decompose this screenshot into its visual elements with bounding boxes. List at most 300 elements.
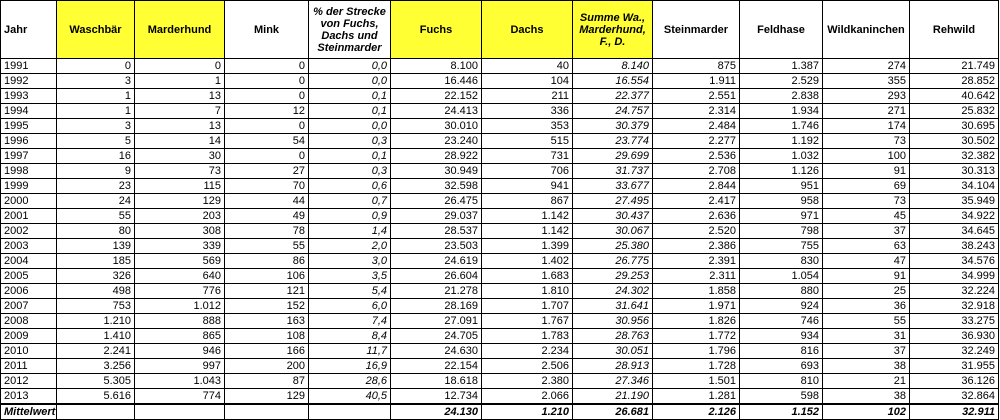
data-cell: 9 — [57, 164, 135, 179]
data-cell: 32.249 — [910, 344, 999, 359]
data-cell: 185 — [57, 254, 135, 269]
year-cell: 1993 — [1, 89, 57, 104]
col-header-summe: Summe Wa., Marderhund, F., D. — [573, 1, 653, 59]
data-cell: 16.554 — [573, 74, 653, 89]
data-cell: 86 — [225, 254, 309, 269]
data-cell: 2.708 — [653, 164, 740, 179]
data-cell: 203 — [135, 209, 225, 224]
data-cell: 2.386 — [653, 239, 740, 254]
data-cell: 693 — [740, 359, 823, 374]
data-cell: 29.699 — [573, 149, 653, 164]
data-cell: 830 — [740, 254, 823, 269]
data-cell: 174 — [823, 119, 910, 134]
data-cell: 0,3 — [309, 164, 391, 179]
data-cell: 54 — [225, 134, 309, 149]
footer-cell: 26.681 — [573, 404, 653, 420]
data-cell: 2.551 — [653, 89, 740, 104]
header-row — [1, 1, 999, 59]
data-cell: 211 — [482, 89, 573, 104]
data-cell: 1.858 — [653, 284, 740, 299]
footer-cell — [225, 404, 309, 420]
data-cell: 0,9 — [309, 209, 391, 224]
data-cell: 22.152 — [391, 89, 482, 104]
data-cell: 2.380 — [482, 374, 573, 389]
data-cell: 2.506 — [482, 359, 573, 374]
data-cell: 22.154 — [391, 359, 482, 374]
data-cell: 1.707 — [482, 299, 573, 314]
data-cell: 28.763 — [573, 329, 653, 344]
data-cell: 1.501 — [653, 374, 740, 389]
data-cell: 27.091 — [391, 314, 482, 329]
data-cell: 18.618 — [391, 374, 482, 389]
table-row — [1, 209, 999, 224]
data-cell: 776 — [135, 284, 225, 299]
data-cell: 115 — [135, 179, 225, 194]
data-cell: 951 — [740, 179, 823, 194]
data-cell: 70 — [225, 179, 309, 194]
data-cell: 30.502 — [910, 134, 999, 149]
data-cell: 865 — [135, 329, 225, 344]
data-cell: 26.775 — [573, 254, 653, 269]
data-cell: 1.728 — [653, 359, 740, 374]
data-cell: 1.971 — [653, 299, 740, 314]
data-cell: 30 — [135, 149, 225, 164]
data-cell: 63 — [823, 239, 910, 254]
footer-cell: 32.911 — [910, 404, 999, 420]
data-cell: 16 — [57, 149, 135, 164]
data-cell: 0,0 — [309, 59, 391, 74]
data-cell: 997 — [135, 359, 225, 374]
data-cell: 28.922 — [391, 149, 482, 164]
year-cell: 2013 — [1, 389, 57, 405]
data-cell: 2.241 — [57, 344, 135, 359]
col-header-wildkaninchen: Wildkaninchen — [823, 1, 910, 59]
data-cell: 640 — [135, 269, 225, 284]
table-row — [1, 104, 999, 119]
data-cell: 1.772 — [653, 329, 740, 344]
data-cell: 30.010 — [391, 119, 482, 134]
data-cell: 1 — [135, 74, 225, 89]
year-cell: 1991 — [1, 59, 57, 74]
year-cell: 2001 — [1, 209, 57, 224]
data-cell: 271 — [823, 104, 910, 119]
table-row — [1, 344, 999, 359]
table-row — [1, 299, 999, 314]
table-row — [1, 179, 999, 194]
data-cell: 30.956 — [573, 314, 653, 329]
data-cell: 104 — [482, 74, 573, 89]
year-cell: 2003 — [1, 239, 57, 254]
data-cell: 0,0 — [309, 119, 391, 134]
data-cell: 24.619 — [391, 254, 482, 269]
year-cell: 1999 — [1, 179, 57, 194]
data-cell: 1.032 — [740, 149, 823, 164]
data-cell: 30.313 — [910, 164, 999, 179]
data-cell: 108 — [225, 329, 309, 344]
data-cell: 2,0 — [309, 239, 391, 254]
col-header-steinmarder: Steinmarder — [653, 1, 740, 59]
footer-cell — [57, 404, 135, 420]
data-cell: 2.391 — [653, 254, 740, 269]
data-cell: 0 — [225, 119, 309, 134]
data-cell: 121 — [225, 284, 309, 299]
data-cell: 2.520 — [653, 224, 740, 239]
data-cell: 31 — [823, 329, 910, 344]
col-header-jahr: Jahr — [1, 1, 57, 59]
footer-cell: Mittelwert — [1, 404, 57, 420]
data-cell: 36 — [823, 299, 910, 314]
table-body — [1, 59, 999, 405]
data-cell: 12 — [225, 104, 309, 119]
year-cell: 2004 — [1, 254, 57, 269]
data-cell: 1.192 — [740, 134, 823, 149]
data-cell: 152 — [225, 299, 309, 314]
data-cell: 1.402 — [482, 254, 573, 269]
data-cell: 1.826 — [653, 314, 740, 329]
data-cell: 0,1 — [309, 89, 391, 104]
data-cell: 73 — [823, 134, 910, 149]
data-cell: 2.844 — [653, 179, 740, 194]
data-cell: 55 — [823, 314, 910, 329]
data-cell: 2.636 — [653, 209, 740, 224]
year-cell: 2006 — [1, 284, 57, 299]
data-cell: 2.234 — [482, 344, 573, 359]
data-cell: 3,0 — [309, 254, 391, 269]
data-cell: 34.922 — [910, 209, 999, 224]
data-cell: 5 — [57, 134, 135, 149]
year-cell: 1992 — [1, 74, 57, 89]
data-cell: 34.999 — [910, 269, 999, 284]
data-cell: 47 — [823, 254, 910, 269]
data-cell: 25 — [823, 284, 910, 299]
data-cell: 569 — [135, 254, 225, 269]
table-row — [1, 374, 999, 389]
data-cell: 1.683 — [482, 269, 573, 284]
data-cell: 80 — [57, 224, 135, 239]
col-header-rehwild: Rehwild — [910, 1, 999, 59]
data-cell: 753 — [57, 299, 135, 314]
data-cell: 2.536 — [653, 149, 740, 164]
data-cell: 1.796 — [653, 344, 740, 359]
data-cell: 5.305 — [57, 374, 135, 389]
col-header-mink: Mink — [225, 1, 309, 59]
col-header-waschbaer: Waschbär — [57, 1, 135, 59]
data-cell: 87 — [225, 374, 309, 389]
data-cell: 32.864 — [910, 389, 999, 405]
table-row — [1, 284, 999, 299]
data-cell: 941 — [482, 179, 573, 194]
col-header-dachs: Dachs — [482, 1, 573, 59]
table-row — [1, 314, 999, 329]
data-cell: 129 — [135, 194, 225, 209]
data-cell: 32.918 — [910, 299, 999, 314]
data-cell: 0 — [57, 59, 135, 74]
data-cell: 37 — [823, 224, 910, 239]
data-cell: 353 — [482, 119, 573, 134]
data-cell: 934 — [740, 329, 823, 344]
table-row — [1, 194, 999, 209]
table-row — [1, 254, 999, 269]
year-cell: 1997 — [1, 149, 57, 164]
data-cell: 166 — [225, 344, 309, 359]
data-cell: 336 — [482, 104, 573, 119]
data-cell: 21.278 — [391, 284, 482, 299]
data-cell: 35.949 — [910, 194, 999, 209]
data-cell: 33.677 — [573, 179, 653, 194]
data-cell: 16,9 — [309, 359, 391, 374]
data-cell: 0 — [225, 59, 309, 74]
data-cell: 28.913 — [573, 359, 653, 374]
data-cell: 24 — [57, 194, 135, 209]
data-cell: 30.437 — [573, 209, 653, 224]
data-cell: 1.911 — [653, 74, 740, 89]
data-cell: 2.277 — [653, 134, 740, 149]
data-cell: 22.377 — [573, 89, 653, 104]
year-cell: 2007 — [1, 299, 57, 314]
data-cell: 0,7 — [309, 194, 391, 209]
data-cell: 0,1 — [309, 104, 391, 119]
table-row — [1, 269, 999, 284]
table-row — [1, 149, 999, 164]
data-cell: 1.387 — [740, 59, 823, 74]
year-cell: 1998 — [1, 164, 57, 179]
data-cell: 25.380 — [573, 239, 653, 254]
data-cell: 3.256 — [57, 359, 135, 374]
data-cell: 21.749 — [910, 59, 999, 74]
data-cell: 1 — [57, 104, 135, 119]
data-cell: 498 — [57, 284, 135, 299]
data-cell: 55 — [225, 239, 309, 254]
col-header-percent: % der Strecke von Fuchs, Dachs und Steinmarder — [309, 1, 391, 59]
data-cell: 2.311 — [653, 269, 740, 284]
data-cell: 24.705 — [391, 329, 482, 344]
data-cell: 13 — [135, 89, 225, 104]
data-cell: 924 — [740, 299, 823, 314]
data-cell: 958 — [740, 194, 823, 209]
year-cell: 2000 — [1, 194, 57, 209]
data-cell: 40,5 — [309, 389, 391, 405]
data-cell: 34.104 — [910, 179, 999, 194]
year-cell: 2009 — [1, 329, 57, 344]
data-cell: 880 — [740, 284, 823, 299]
data-cell: 810 — [740, 374, 823, 389]
data-cell: 13 — [135, 119, 225, 134]
data-cell: 2.314 — [653, 104, 740, 119]
data-cell: 1.399 — [482, 239, 573, 254]
data-cell: 0,1 — [309, 149, 391, 164]
data-cell: 1.126 — [740, 164, 823, 179]
data-cell: 32.382 — [910, 149, 999, 164]
data-cell: 24.630 — [391, 344, 482, 359]
data-cell: 11,7 — [309, 344, 391, 359]
data-cell: 0 — [225, 89, 309, 104]
data-cell: 0 — [225, 149, 309, 164]
data-cell: 888 — [135, 314, 225, 329]
data-cell: 0 — [135, 59, 225, 74]
year-cell: 2010 — [1, 344, 57, 359]
data-cell: 2.484 — [653, 119, 740, 134]
data-cell: 21 — [823, 374, 910, 389]
data-cell: 33.275 — [910, 314, 999, 329]
data-cell: 31.737 — [573, 164, 653, 179]
data-cell: 21.190 — [573, 389, 653, 405]
year-cell: 1994 — [1, 104, 57, 119]
data-cell: 731 — [482, 149, 573, 164]
data-cell: 139 — [57, 239, 135, 254]
data-cell: 326 — [57, 269, 135, 284]
data-cell: 946 — [135, 344, 225, 359]
col-header-feldhase: Feldhase — [740, 1, 823, 59]
data-cell: 2.529 — [740, 74, 823, 89]
data-cell: 36.126 — [910, 374, 999, 389]
data-cell: 30.949 — [391, 164, 482, 179]
footer-cell: 1.152 — [740, 404, 823, 420]
data-cell: 6,0 — [309, 299, 391, 314]
footer-cell — [309, 404, 391, 420]
data-cell: 29.253 — [573, 269, 653, 284]
data-cell: 1.142 — [482, 209, 573, 224]
data-cell: 274 — [823, 59, 910, 74]
col-header-marderhund: Marderhund — [135, 1, 225, 59]
year-cell: 1995 — [1, 119, 57, 134]
data-cell: 355 — [823, 74, 910, 89]
data-cell: 8,4 — [309, 329, 391, 344]
data-cell: 7 — [135, 104, 225, 119]
data-cell: 30.379 — [573, 119, 653, 134]
col-header-fuchs: Fuchs — [391, 1, 482, 59]
data-cell: 1.410 — [57, 329, 135, 344]
data-cell: 31.955 — [910, 359, 999, 374]
data-cell: 26.475 — [391, 194, 482, 209]
data-cell: 308 — [135, 224, 225, 239]
data-cell: 24.757 — [573, 104, 653, 119]
data-cell: 1,4 — [309, 224, 391, 239]
data-cell: 37 — [823, 344, 910, 359]
data-cell: 31.641 — [573, 299, 653, 314]
year-cell: 2011 — [1, 359, 57, 374]
data-cell: 798 — [740, 224, 823, 239]
year-cell: 2005 — [1, 269, 57, 284]
footer-cell: 24.130 — [391, 404, 482, 420]
data-cell: 23.240 — [391, 134, 482, 149]
data-cell: 1.210 — [57, 314, 135, 329]
data-cell: 38 — [823, 359, 910, 374]
data-cell: 49 — [225, 209, 309, 224]
footer-row-mittelwert — [1, 404, 999, 420]
footer-cell — [135, 404, 225, 420]
data-cell: 23 — [57, 179, 135, 194]
data-cell: 816 — [740, 344, 823, 359]
footer-cell: 1.210 — [482, 404, 573, 420]
data-cell: 73 — [823, 194, 910, 209]
year-cell: 2012 — [1, 374, 57, 389]
data-cell: 0,3 — [309, 134, 391, 149]
data-cell: 44 — [225, 194, 309, 209]
table-row — [1, 74, 999, 89]
data-cell: 40.642 — [910, 89, 999, 104]
data-cell: 36.930 — [910, 329, 999, 344]
data-cell: 2.066 — [482, 389, 573, 405]
data-cell: 1.043 — [135, 374, 225, 389]
table-row — [1, 119, 999, 134]
data-cell: 0 — [225, 74, 309, 89]
data-cell: 24.302 — [573, 284, 653, 299]
data-cell: 755 — [740, 239, 823, 254]
data-cell: 16.446 — [391, 74, 482, 89]
data-cell: 5,4 — [309, 284, 391, 299]
data-cell: 1 — [57, 89, 135, 104]
data-cell: 28.537 — [391, 224, 482, 239]
data-cell: 25.832 — [910, 104, 999, 119]
data-cell: 45 — [823, 209, 910, 224]
data-cell: 2.417 — [653, 194, 740, 209]
data-cell: 55 — [57, 209, 135, 224]
data-cell: 746 — [740, 314, 823, 329]
footer-cell: 102 — [823, 404, 910, 420]
data-cell: 27 — [225, 164, 309, 179]
data-cell: 30.067 — [573, 224, 653, 239]
data-cell: 28.852 — [910, 74, 999, 89]
data-cell: 24.413 — [391, 104, 482, 119]
data-cell: 1.810 — [482, 284, 573, 299]
table-row — [1, 239, 999, 254]
data-cell: 38.243 — [910, 239, 999, 254]
data-cell: 200 — [225, 359, 309, 374]
data-cell: 100 — [823, 149, 910, 164]
table-row — [1, 164, 999, 179]
data-cell: 30.695 — [910, 119, 999, 134]
data-cell: 40 — [482, 59, 573, 74]
data-cell: 1.012 — [135, 299, 225, 314]
data-cell: 1.142 — [482, 224, 573, 239]
data-cell: 875 — [653, 59, 740, 74]
data-cell: 27.495 — [573, 194, 653, 209]
data-cell: 1.281 — [653, 389, 740, 405]
data-cell: 3,5 — [309, 269, 391, 284]
data-cell: 106 — [225, 269, 309, 284]
data-cell: 69 — [823, 179, 910, 194]
table-row — [1, 329, 999, 344]
data-cell: 5.616 — [57, 389, 135, 405]
data-cell: 30.051 — [573, 344, 653, 359]
data-cell: 91 — [823, 269, 910, 284]
data-cell: 163 — [225, 314, 309, 329]
data-cell: 0,0 — [309, 74, 391, 89]
data-cell: 515 — [482, 134, 573, 149]
data-cell: 23.503 — [391, 239, 482, 254]
data-cell: 12.734 — [391, 389, 482, 405]
year-cell: 2002 — [1, 224, 57, 239]
data-cell: 706 — [482, 164, 573, 179]
year-cell: 2008 — [1, 314, 57, 329]
data-cell: 774 — [135, 389, 225, 405]
data-cell: 293 — [823, 89, 910, 104]
data-cell: 1.783 — [482, 329, 573, 344]
data-cell: 867 — [482, 194, 573, 209]
data-cell: 1.934 — [740, 104, 823, 119]
table-row — [1, 89, 999, 104]
data-cell: 7,4 — [309, 314, 391, 329]
data-cell: 598 — [740, 389, 823, 405]
data-cell: 3 — [57, 119, 135, 134]
data-cell: 34.645 — [910, 224, 999, 239]
data-cell: 14 — [135, 134, 225, 149]
table-row — [1, 224, 999, 239]
data-cell: 1.767 — [482, 314, 573, 329]
table-row — [1, 134, 999, 149]
data-cell: 91 — [823, 164, 910, 179]
data-cell: 27.346 — [573, 374, 653, 389]
